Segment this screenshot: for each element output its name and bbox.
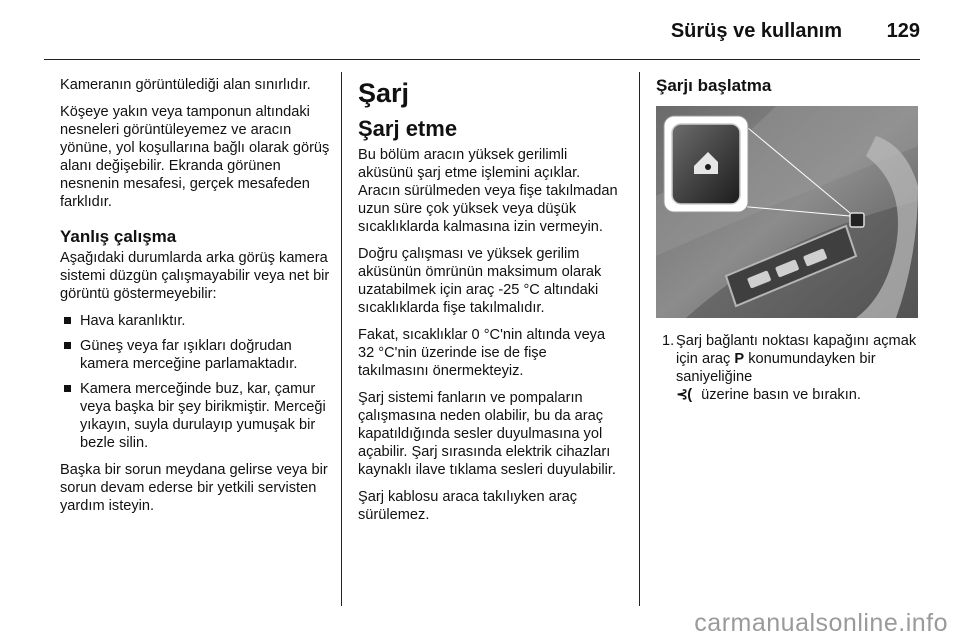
header-title: Sürüş ve kullanım (670, 20, 842, 42)
section-title: Şarj (358, 78, 410, 108)
service-advice-text: Başka bir sorun meydana gelirse veya bir sorun devam ederse bir yetkili servisten yardım isteyin. (60, 462, 328, 514)
plug-icon: ⊰( (676, 387, 692, 403)
step-text-after: üzerine basın ve bırakın. (697, 387, 861, 403)
charging-recommendation-text: Fakat, sıcaklıklar 0 °C'nin altında veya 32 °C'nin üzerinde ise de fişe takılmasını önermekteyiz. (358, 327, 606, 379)
start-charging-steps (656, 332, 924, 404)
page-header (0, 0, 960, 58)
right-column (656, 76, 924, 404)
camera-range-text: Kameranın görüntülediği alan sınırlıdır. (60, 77, 311, 93)
start-charging-heading: Şarjı başlatma (656, 76, 772, 95)
malfunction-list (60, 312, 332, 452)
malfunction-intro: Aşağıdaki durumlarda arka görüş kamera sistemi düzgün çalışmayabilir veya net bir görüntü göstermeyebilir: (60, 250, 330, 302)
list-item: Hava karanlıktır. (60, 312, 332, 330)
charging-cable-text: Şarj kablosu araca takılıyken araç sürülemez. (358, 489, 578, 523)
step-text-middle: konumundayken bir saniyeliğine (676, 351, 876, 385)
list-item (656, 332, 924, 404)
watermark: carmanualsonline.info (694, 609, 948, 637)
list-item: Güneş veya far ışıkları doğrudan kamera merceğine parlamaktadır. (60, 337, 332, 373)
left-column (60, 76, 332, 524)
charging-noise-text: Şarj sistemi fanların ve pompaların çalışmasına neden olabilir, bu da araç kapatıldığında sesler duyulmasına yol açabilir. Şarj sırasında elektrik cihazları kaynaklı ilave tıklama sesleri duyulabilir. (358, 390, 616, 478)
step-number: 1. (662, 333, 675, 349)
column-divider-right (639, 72, 640, 606)
malfunction-heading: Yanlış çalışma (60, 227, 177, 246)
park-position-label: P (734, 351, 745, 367)
charging-temperature-text: Doğru çalışması ve yüksek gerilim aküsünün ömrünün maksimum olarak uzatabilmek için araç -25 °C altındaki sıcaklıklarda fişe takılmalıdır. (358, 246, 602, 316)
charging-intro-text: Bu bölüm aracın yüksek gerilimli aküsünü şarj etme işlemini açıklar. Aracın sürülmeden veya fişe takılmadan uzun süre çok yüksek veya düşük sıcaklıklarda kalmasına izin vermeyin. (358, 147, 618, 235)
section-subtitle: Şarj etme (358, 116, 458, 141)
list-item: Kamera merceğinde buz, kar, çamur veya başka bir şey birikmiştir. Merceği yıkayın, suyla durulayıp yumuşak bir bezle silin. (60, 380, 332, 452)
step-text-before: Şarj bağlantı noktası kapağını açmak için araç (676, 333, 917, 367)
camera-limitations-text: Köşeye yakın veya tamponun altındaki nesneleri görüntüleyemez ve aracın yönüne, yol koşullarına bağlı olarak görüş alanı değişebilir. Ekranda görünen nesnenin mesafesi, gerçek mesafeden farklıdır. (60, 104, 330, 210)
middle-column (358, 76, 620, 533)
page-number: 129 (886, 20, 920, 42)
column-divider-left (341, 72, 342, 606)
door-panel-photo (656, 106, 918, 318)
header-divider (44, 59, 920, 60)
